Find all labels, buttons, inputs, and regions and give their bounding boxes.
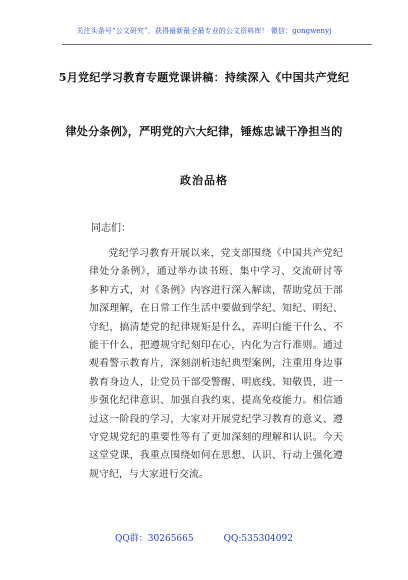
salutation: 同志们： [91,223,131,234]
footer-qq-group: QQ群：30265665 [115,534,194,544]
footer-qq-number: QQ:535304092 [223,534,293,544]
header-divider [62,44,372,45]
header-promo-note: 关注头条号“公文研究”，获得最新最全最专业的公文资料库！ 微信：gongwenyj [76,27,332,35]
body-paragraph: 党纪学习教育开展以来，党支部围绕《中国共产党纪律处分条例》，通过举办读书班、集中学习、交流研讨等多种方式，对《条例》内容进行深入解读，帮助党员干部加深理解，在日常工作生活中要做到学纪、知纪、明纪、守纪，搞清楚党的纪律规矩是什么，弄明白能干什么、不能干什么，把遵规守纪刻印在心，内化为言行准则。通过观看警示教育片，深刻剖析违纪典型案例，注重用身边事教育身边人，让党员干部受警醒、明底线、知敬畏，进一步强化纪律意识、加强自我约束、提高免疫能力。相信通过这一阶段的学习，大家对开展党纪学习教育的意义、遵守党规党纪的重要性等有了更加深刻的理解和认识。今天这堂党课，我重点围绕如何在思想、认识、行动上强化遵规守纪，与大家进行交流。 [89,248,343,480]
document-title-line-2: 律处分条例》，严明党的六大纪律，锤炼忠诚干净担当的 [65,125,343,138]
document-title-line-1: 5月党纪学习教育专题党课讲稿：持续深入《中国共产党纪 [58,71,350,84]
document-title-line-3: 政治品格 [180,174,228,187]
footer-contact [0,533,408,545]
